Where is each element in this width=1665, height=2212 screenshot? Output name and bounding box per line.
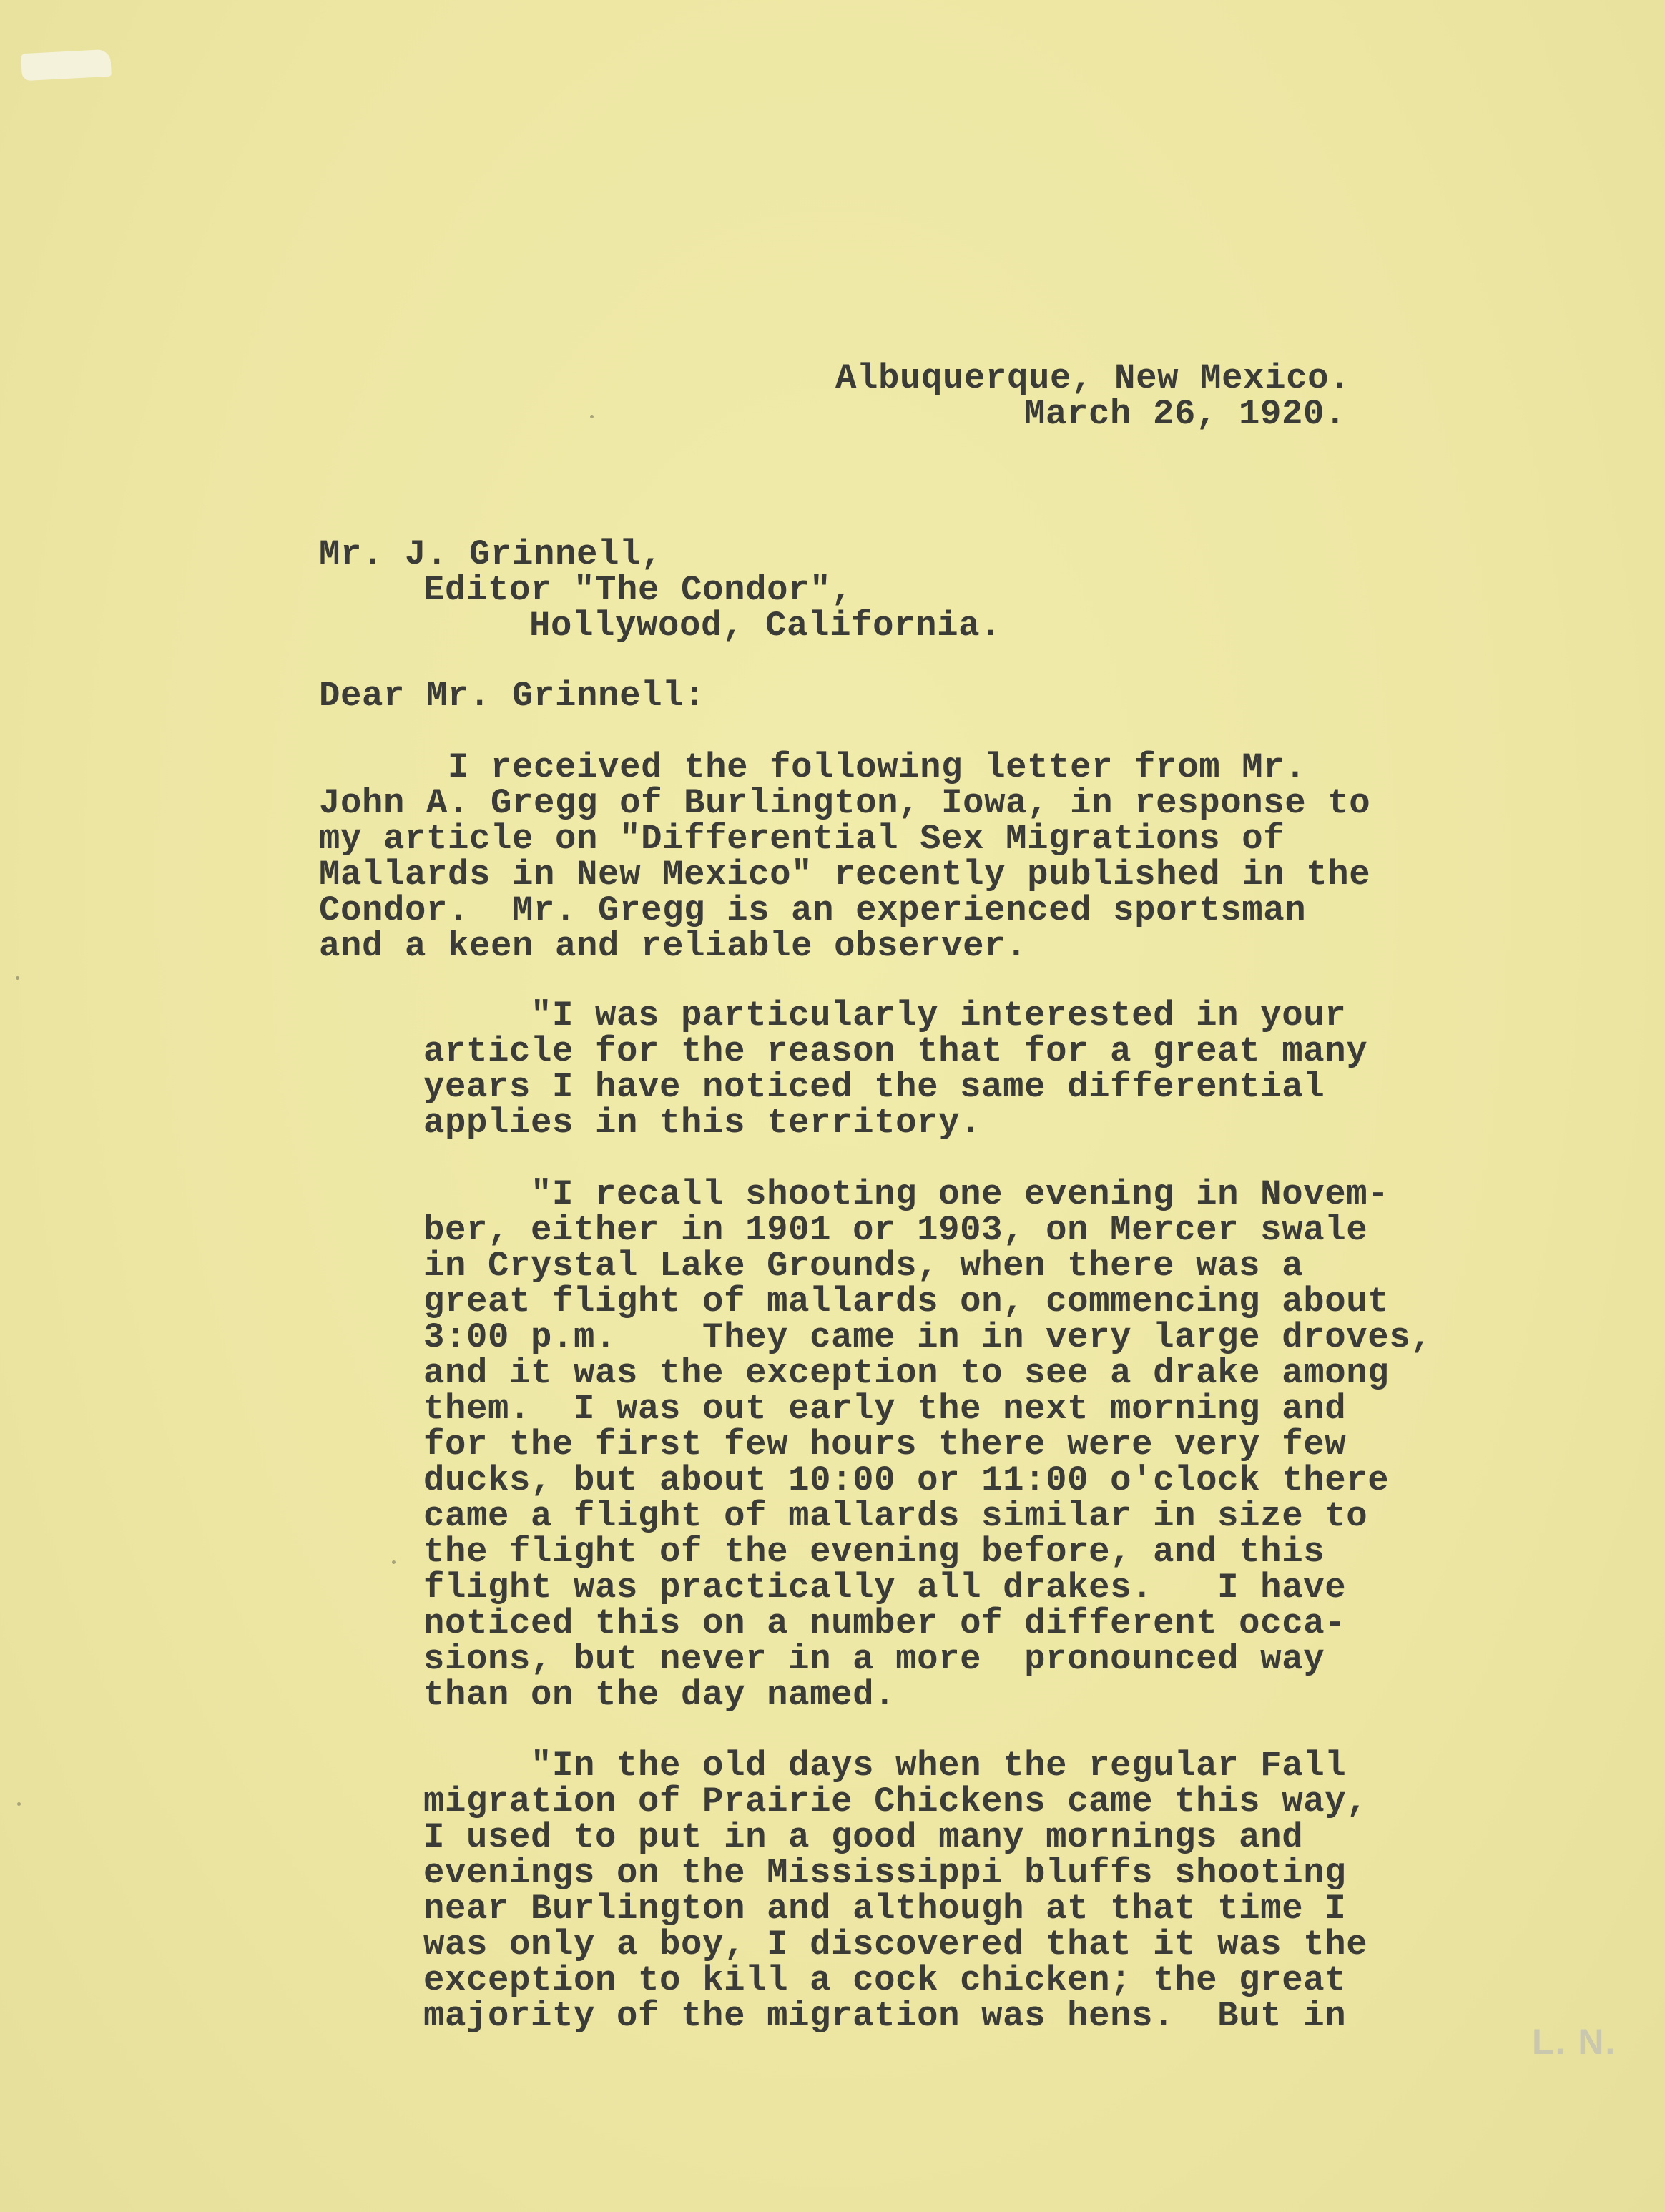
speck bbox=[17, 1802, 21, 1806]
quote-line: sions, but never in a more pronounced way bbox=[423, 1639, 1325, 1679]
letter-date: March 26, 1920. bbox=[1024, 394, 1347, 434]
quote-line: the flight of the evening before, and this bbox=[423, 1532, 1325, 1572]
quote-line: I used to put in a good many mornings and bbox=[423, 1817, 1304, 1857]
typist-initials: L. N. bbox=[1532, 2022, 1617, 2062]
quote-line: and it was the exception to see a drake among bbox=[423, 1353, 1390, 1393]
quote-line: ber, either in 1901 or 1903, on Mercer swale bbox=[423, 1210, 1368, 1250]
quote-line: than on the day named. bbox=[423, 1675, 896, 1715]
quote-line: years I have noticed the same differential bbox=[423, 1067, 1325, 1107]
recipient-location: Hollywood, California. bbox=[529, 606, 1002, 646]
quote-line: for the first few hours there were very few bbox=[423, 1425, 1347, 1465]
tape-mark bbox=[21, 49, 112, 81]
quote-line: noticed this on a number of different occa- bbox=[423, 1603, 1347, 1643]
quote-line: migration of Prairie Chickens came this way, bbox=[423, 1781, 1368, 1822]
intro-line: Mallards in New Mexico" recently published in the bbox=[319, 855, 1371, 895]
quote-line: came a flight of mallards similar in size to bbox=[423, 1496, 1368, 1536]
recipient-title: Editor "The Condor", bbox=[423, 570, 853, 610]
speck bbox=[392, 1560, 396, 1564]
quote-line: exception to kill a cock chicken; the great bbox=[423, 1960, 1347, 2000]
intro-line: John A. Gregg of Burlington, Iowa, in response to bbox=[319, 783, 1371, 823]
quote-line: evenings on the Mississippi bluffs shooting bbox=[423, 1853, 1347, 1893]
quote-line: great flight of mallards on, commencing about bbox=[423, 1282, 1390, 1322]
quote-line: 3:00 p.m. They came in in very large droves, bbox=[423, 1317, 1433, 1357]
quote-line: article for the reason that for a great many bbox=[423, 1031, 1368, 1071]
quote-line: applies in this territory. bbox=[423, 1103, 982, 1143]
quote-line: was only a boy, I discovered that it was the bbox=[423, 1925, 1368, 1965]
speck bbox=[16, 976, 19, 980]
letter-place: Albuquerque, New Mexico. bbox=[835, 358, 1351, 398]
intro-line: and a keen and reliable observer. bbox=[319, 926, 1028, 966]
quote-line: near Burlington and although at that time I bbox=[423, 1889, 1347, 1929]
quote-line: in Crystal Lake Grounds, when there was a bbox=[423, 1246, 1304, 1286]
intro-line: Condor. Mr. Gregg is an experienced sportsman bbox=[319, 890, 1307, 930]
quote-line: ducks, but about 10:00 or 11:00 o'clock there bbox=[423, 1460, 1390, 1500]
speck bbox=[590, 415, 594, 418]
quote-line: "I was particularly interested in your bbox=[423, 996, 1347, 1036]
quote-line: majority of the migration was hens. But in bbox=[423, 1996, 1347, 2036]
quote-line: "In the old days when the regular Fall bbox=[423, 1746, 1347, 1786]
quote-line: flight was practically all drakes. I have bbox=[423, 1568, 1347, 1608]
recipient-name: Mr. J. Grinnell, bbox=[319, 534, 663, 574]
quote-line: "I recall shooting one evening in Novem- bbox=[423, 1174, 1390, 1214]
quote-line: them. I was out early the next morning and bbox=[423, 1389, 1347, 1429]
intro-line: my article on "Differential Sex Migrations of bbox=[319, 819, 1285, 859]
intro-line: I received the following letter from Mr. bbox=[319, 747, 1307, 787]
salutation: Dear Mr. Grinnell: bbox=[319, 676, 706, 716]
